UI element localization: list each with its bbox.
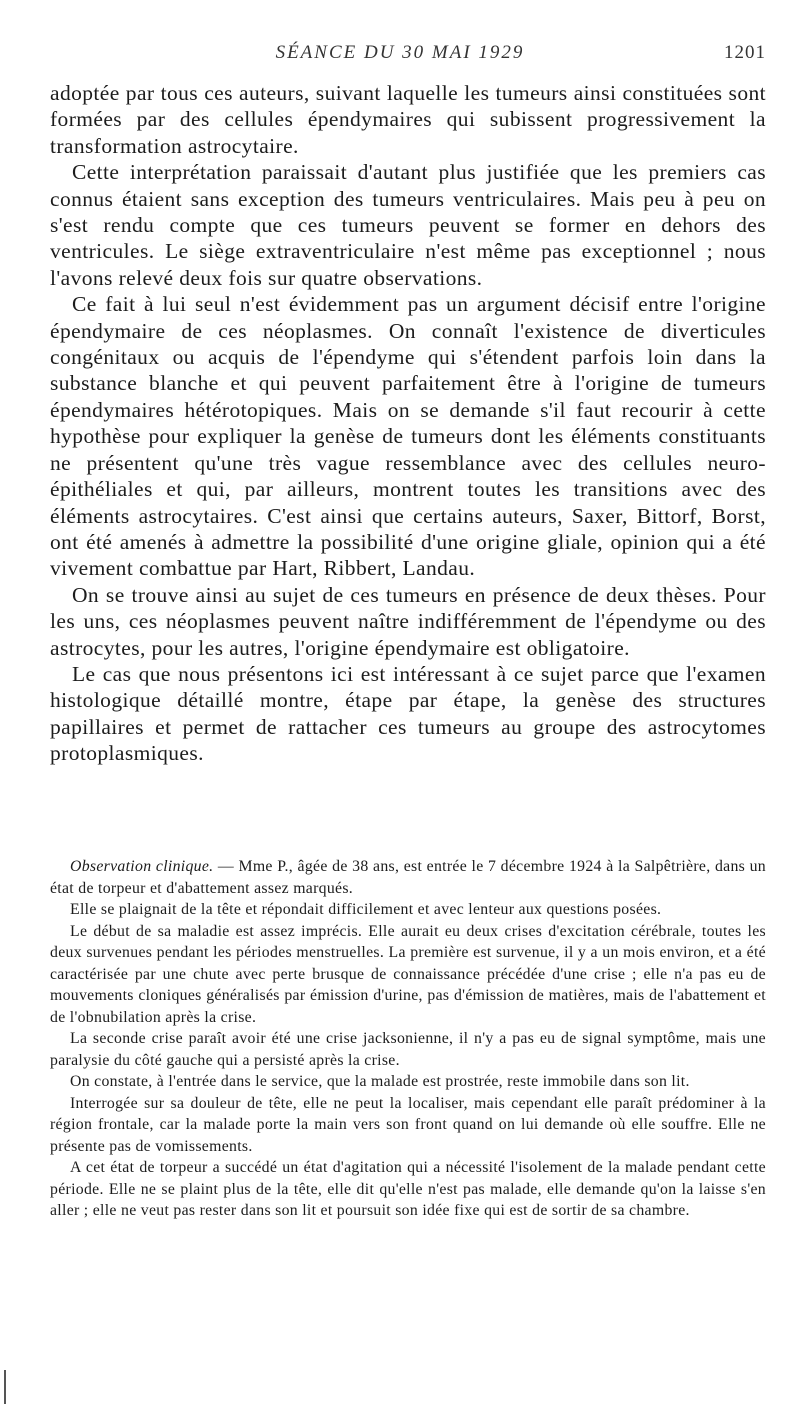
observation-paragraph-1 bbox=[50, 856, 766, 899]
page-number: 1201 bbox=[724, 42, 766, 63]
paragraph-1: adoptée par tous ces auteurs, suivant laquelle les tumeurs ainsi constituées sont formées par des cellules épendymaires qui subissent progressivement la transformation astrocytaire. bbox=[50, 81, 766, 158]
observation-paragraph-6: Interrogée sur sa douleur de tête, elle ne peut la localiser, mais cependant elle paraît prédominer à la région frontale, car la malade porte la main vers son front quand on lui demande où elle souffre. Elle ne présente pas de vomissements. bbox=[50, 1094, 766, 1155]
observation-paragraph-2: Elle se plaignait de la tête et répondait difficilement et avec lenteur aux questions posées. bbox=[70, 901, 662, 918]
observation-paragraph-7: A cet état de torpeur a succédé un état d'agitation qui a nécessité l'isolement de la malade pendant cette période. Elle ne se plaint plus de la tête, elle dit qu'elle n'est pas malade, elle demande qu'on la laisse s'en aller ; elle ne veut pas rester dans son lit et poursuit son idée fixe qui est de sortir de sa chambre. bbox=[50, 1159, 766, 1219]
observation-paragraph-3: Le début de sa maladie est assez imprécis. Elle aurait eu deux crises d'excitation cérébrale, toutes les deux survenues pendant les périodes menstruelles. La première est survenue, il y a un mois environ, et a été caractérisée par une chute avec perte brusque de connaissance précédée d'une crise ; elle n'a pas eu de mouvements cloniques généralisés par émission d'urine, pas d'émission de matières, mais de l'abattement et de l'obnubilation après la crise. bbox=[50, 922, 766, 1026]
running-title: SÉANCE DU 30 MAI 1929 bbox=[275, 42, 525, 63]
paragraph-4: On se trouve ainsi au sujet de ces tumeurs en présence de deux thèses. Pour les uns, ces néoplasmes peuvent naître indifféremment de l'épendyme ou des astrocytes, pour les autres, l'origine épendymaire est obligatoire. bbox=[50, 582, 766, 660]
observation-paragraph-4: La seconde crise paraît avoir été une crise jacksonienne, il n'y a pas eu de signal symptôme, mais une paralysie du côté gauche qui a persisté après la crise. bbox=[50, 1030, 766, 1069]
paragraph-2: Cette interprétation paraissait d'autant plus justifiée que les premiers cas connus étaient sans exception des tumeurs ventriculaires. Mais peu à peu on s'est rendu compte que ces tumeurs peuvent se former en dehors des ventricules. Le siège extraventriculaire n'est même pas exceptionnel ; nous l'avons relevé deux fois sur quatre observations. bbox=[50, 160, 766, 290]
paragraph-5: Le cas que nous présentons ici est intéressant à ce sujet parce que l'examen histologique détaillé montre, étape par étape, la genèse des structures papillaires et permet de rattacher ces tumeurs au groupe des astrocytomes protoplasmiques. bbox=[50, 661, 766, 766]
scan-margin-mark bbox=[4, 1370, 6, 1404]
observation-intro: — Mme P., âgée de 38 ans, est entrée le 7 décembre 1924 à la Salpêtrière, dans un état de torpeur et d'abattement assez marqués. bbox=[50, 858, 766, 897]
observation-paragraph-5: On constate, à l'entrée dans le service, que la malade est prostrée, reste immobile dans son lit. bbox=[70, 1073, 690, 1090]
clinical-observation bbox=[50, 856, 766, 1222]
paragraph-3: Ce fait à lui seul n'est évidemment pas un argument décisif entre l'origine épendymaire de ces néoplasmes. On connaît l'existence de diverticules congénitaux ou acquis de l'épendyme qui s'étendent parfois loin dans la substance blanche et qui peuvent parfaitement être à l'origine de tumeurs épendymaires hétérotopiques. Mais on se demande s'il faut recourir à cette hypothèse pour expliquer la genèse de tumeurs dont les éléments constituants ne présentent qu'une très vague ressemblance avec des cellules neuro-épithéliales et qui, par ailleurs, montrent toutes les transitions avec des éléments astrocytaires. C'est ainsi que certains auteurs, Saxer, Bittorf, Borst, ont été amenés à admettre la possibilité d'une origine gliale, opinion qui a été vivement combattue par Hart, Ribbert, Landau. bbox=[50, 292, 766, 581]
main-text bbox=[50, 80, 766, 767]
page-header bbox=[0, 38, 800, 68]
observation-label: Observation clinique. bbox=[70, 858, 214, 875]
